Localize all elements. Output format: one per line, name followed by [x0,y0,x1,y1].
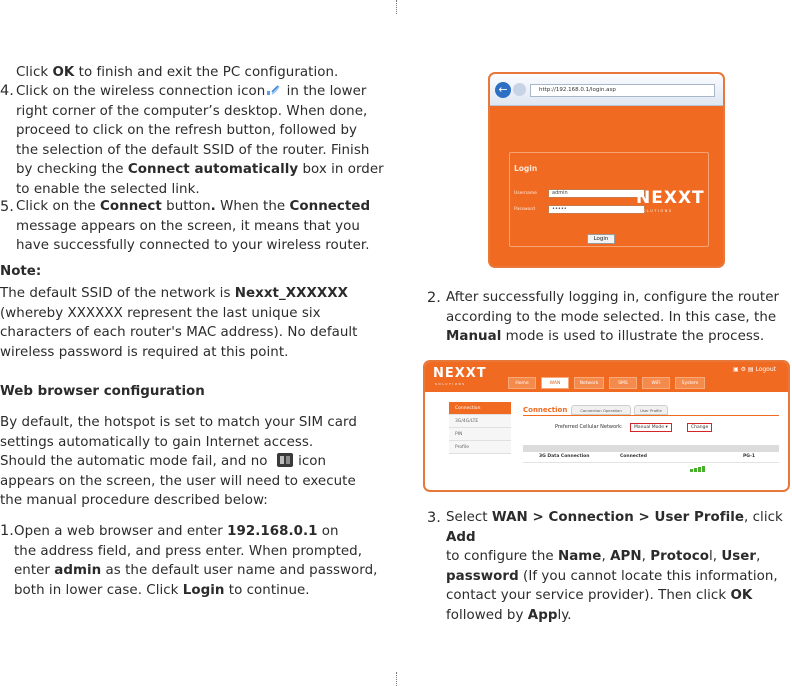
web-line [0,413,357,433]
password-field: ••••• [548,205,645,214]
step-4-line [16,121,384,141]
subtab-connection-operation: Connection Operation [571,405,631,415]
text-run: to continue. [224,582,310,598]
step-1-line [14,522,377,542]
web-line [0,452,357,472]
step-4-line [16,82,384,102]
step-2-text [446,288,779,347]
text-run: the selection of the default SSID of the router. Finish [16,142,370,158]
bold-text: Connected [289,199,371,214]
note-heading: Note: [0,264,42,279]
text-run: Open a web browser and enter [14,524,228,539]
login-button: Login [587,234,615,244]
text-run: Click on the wireless connection icon [16,84,266,99]
browser-toolbar [490,74,723,106]
text-run: ly. [557,607,572,623]
nexxt-logo: NEXXT [636,188,705,208]
text-run: settings automatically to gain Internet access. [0,434,314,450]
text-run: Click [16,65,53,80]
text-run: appears on the screen, the user will need to execute [0,473,356,489]
step-4-line [16,160,384,180]
text-run: as the default user name and password, [101,563,378,578]
text-run: After successfully logging in, configure the router [446,290,780,305]
text-run: according to the mode selected. In this case, the [446,309,777,325]
note-line [0,304,357,324]
text-run: in the lower [282,84,367,99]
note-line [0,343,357,363]
tab-home: Home [508,377,536,389]
text-run: to configure the [446,549,558,564]
step-5-text [16,197,370,256]
step-5-line [16,197,370,217]
fold-mark-bottom [396,672,398,686]
text-run: message appears on the screen, it means that you [16,218,360,234]
step-3-line [446,547,792,567]
router-sidebar [449,402,511,454]
sidebar-item-pin: PIN [449,428,511,441]
sidebar-item-connection: Connection [449,402,511,415]
step-4-text [16,82,384,199]
text-run: box in order [298,162,384,177]
subtab-user-profile: User Profile [634,405,668,415]
change-button: Change [687,423,712,432]
address-bar: http://192.168.0.1/login.asp [530,84,715,97]
bold-text: Connect [99,199,162,214]
text-run: characters of each router's MAC address). No default [0,325,358,340]
text-run: (If you cannot locate this information, [518,568,778,584]
sidebar-item-3g: 3G/4G/LTE [449,415,511,428]
step-3-line [446,606,792,626]
password-label: Password [514,207,536,212]
step-5-line [16,236,370,256]
step-5-number: 5. [0,199,14,215]
intro-line [16,63,338,83]
step-1-line [14,581,377,601]
text-run: enter [14,563,55,578]
fold-mark-top [396,0,398,14]
bold-text: Login [182,582,225,598]
bold-text: OK [52,65,75,80]
step-5-line [16,217,370,237]
step-1-line [14,542,377,562]
text-run: , [641,549,651,564]
nexxt-logo-subtitle: SOLUTIONS [639,209,673,213]
header-links: ▣ ⚙ ▤ Logout [733,366,776,373]
text-run: on [317,524,339,539]
bold-text: . [210,199,216,214]
bold-text: Manual [446,329,502,344]
web-line [0,433,357,453]
text-run: to finish and exit the PC configuration. [74,65,339,80]
bold-text: Add [446,529,476,545]
bold-text: 192.168.0.1 [227,524,318,539]
step-2-line [446,288,779,308]
step-1-text [14,522,377,600]
table-row-divider [523,462,779,463]
bold-text: Connect automatically [127,162,299,177]
step-3-line [446,508,792,547]
tab-sms: SMS [609,377,637,389]
text-run: both in lower case. Click [14,582,183,598]
bold-text: App [527,607,558,623]
text-run: wireless password is required at this point. [0,344,289,360]
text-run: by checking the [16,162,128,177]
text-run: Should the automatic mode fail, and no [0,454,272,469]
table-cell: PG-1 [743,454,755,459]
preferred-network-label: Preferred Cellular Network: [555,424,623,430]
step-4-number: 4. [0,83,14,99]
text-run: Click on the [16,199,100,214]
bold-text: Protoco [650,549,709,564]
bold-text: APN [610,549,642,564]
web-line [0,491,357,511]
text-run: When the [215,199,290,214]
note-line [0,323,357,343]
web-browser-heading: Web browser configuration [0,384,205,399]
note-text [0,284,357,362]
step-4-line [16,141,384,161]
bold-text: User [721,549,757,564]
wan-page-screenshot [423,360,790,492]
text-run: icon [293,454,327,469]
text-run: , click [744,510,783,525]
step-3-line [446,567,792,587]
tab-network: Network [574,377,604,389]
text-run: followed by [446,607,528,623]
bold-text: OK [730,588,753,603]
section-divider [523,415,779,416]
tab-system: System [675,377,705,389]
tab-wifi: WiFi [642,377,670,389]
text-run: to enable the selected link. [16,181,200,197]
text-run: proceed to click on the refresh button, followed by [16,123,358,138]
text-run: mode is used to illustrate the process. [501,329,765,344]
text-run: right corner of the computer’s desktop. When done, [16,103,368,119]
step-3-text [446,508,792,625]
text-run: have successfully connected to your wireless router. [16,238,370,253]
back-arrow-icon: ← [495,82,511,98]
text-run: button [161,199,211,214]
bold-text: password [446,568,519,584]
mode-select: Manual Mode ▾ [630,423,672,432]
table-header [523,445,779,452]
table-cell: Connected [620,454,647,459]
web-browser-text [0,413,357,511]
username-label: Username [514,191,537,196]
table-cell: 3G Data Connection [539,454,590,459]
step-4-line [16,102,384,122]
sidebar-item-profile: Profile [449,441,511,454]
text-run: By default, the hotspot is set to match your SIM card [0,415,357,430]
login-title: Login [514,164,538,173]
step-1-number: 1. [0,523,14,539]
step-3-number: 3. [427,510,441,526]
section-title: Connection [523,406,568,414]
bold-text: WAN > Connection > User Profile [491,510,745,525]
forward-arrow-icon [513,83,526,96]
web-line [0,472,357,492]
login-page-screenshot [488,72,725,268]
text-run: contact your service provider). Then click [446,588,731,603]
text-run: , [756,549,761,564]
bold-text: admin [54,563,102,578]
note-line [0,284,357,304]
bold-text: Name [557,549,602,564]
text-run: The default SSID of the network is [0,286,235,301]
text-run: l, [708,549,722,564]
step-2-line [446,327,779,347]
step-2-line [446,308,779,328]
text-run: Select [446,510,492,525]
text-run: (whereby XXXXXX represent the last unique six [0,305,321,321]
text-run: the manual procedure described below: [0,493,268,508]
bold-text: Nexxt_XXXXXX [234,286,349,301]
text-run: , [601,549,611,564]
step-1-line [14,561,377,581]
tab-wan: WAN [541,377,569,389]
step-3-line [446,586,792,606]
step-2-number: 2. [427,290,441,306]
nexxt-logo: NEXXT [433,366,487,381]
wireless-connection-icon [266,82,281,97]
username-field: admin [548,189,645,198]
text-run: the address field, and press enter. When prompted, [14,543,363,559]
modem-icon [276,452,294,468]
nexxt-logo-subtitle: SOLUTIONS [435,382,466,386]
